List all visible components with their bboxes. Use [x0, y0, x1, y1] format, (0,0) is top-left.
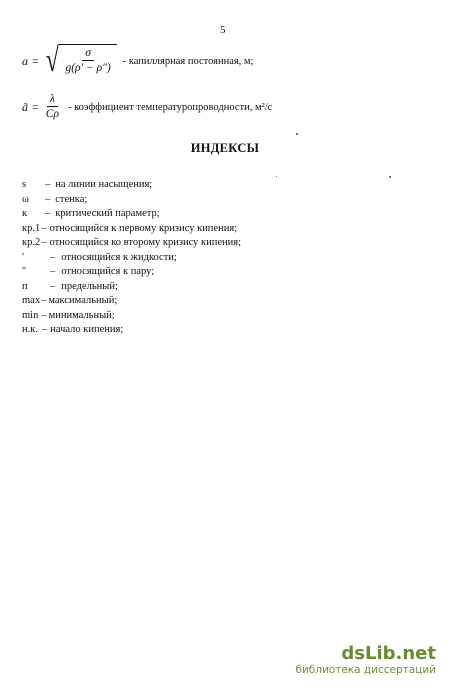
- watermark: [295, 644, 436, 677]
- list-item: [22, 193, 241, 208]
- dash-separator: –: [50, 251, 56, 263]
- equals-sign: =: [32, 99, 39, 114]
- list-item: [22, 265, 241, 280]
- index-description: относящийся ко второму кризису кипения;: [49, 237, 242, 248]
- dash-separator: –: [45, 193, 51, 205]
- watermark-logo: dsLib.net: [341, 643, 436, 664]
- index-symbol: п: [22, 280, 28, 292]
- index-description: предельный;: [61, 280, 118, 292]
- list-item: [22, 222, 241, 237]
- radicand: [59, 44, 116, 78]
- equals-sign: =: [32, 53, 39, 68]
- dash-separator: –: [41, 295, 47, 306]
- index-symbol: к: [22, 208, 28, 219]
- scan-speck: [276, 176, 277, 177]
- formula-lhs: ã: [22, 99, 28, 114]
- list-item: [22, 309, 241, 324]
- list-item: [22, 236, 241, 251]
- fraction-numerator: σ: [82, 47, 94, 61]
- radical-icon: √: [45, 42, 59, 79]
- index-description: стенка;: [55, 193, 88, 205]
- watermark-subtitle: библиотека диссертаций: [295, 664, 436, 676]
- fraction: [43, 93, 62, 121]
- list-item: [22, 251, 241, 266]
- index-description: относящийся к жидкости;: [61, 251, 177, 263]
- index-symbol: ″: [22, 266, 27, 277]
- index-symbol: н.к.: [22, 324, 38, 335]
- index-description: относящийся к первому кризису кипения;: [49, 222, 238, 234]
- list-item: [22, 207, 241, 222]
- formula-thermal-diffusivity: [22, 93, 272, 121]
- dash-separator: –: [41, 324, 48, 335]
- fraction: [62, 47, 113, 75]
- index-description: максимальный;: [48, 295, 118, 306]
- index-description: на линии насыщения;: [55, 179, 153, 190]
- dash-separator: –: [41, 222, 47, 234]
- list-item: [22, 280, 241, 295]
- section-heading: ИНДЕКСЫ: [190, 141, 260, 155]
- dash-separator: –: [50, 280, 56, 292]
- index-symbol: s: [22, 179, 27, 190]
- index-symbol: кр.1: [22, 222, 41, 234]
- scan-speck: [389, 176, 391, 178]
- dash-separator: –: [50, 266, 56, 277]
- formula-capillary-constant: [22, 44, 254, 78]
- index-description: минимальный;: [48, 309, 115, 321]
- page-number: 5: [220, 24, 226, 36]
- fraction-denominator: g(ρ′ − ρ″): [65, 62, 111, 74]
- index-description: начало кипения;: [50, 324, 124, 335]
- formula-description: - коэффициент температуропроводности, м²/с: [67, 101, 273, 113]
- index-symbol: min: [22, 309, 39, 321]
- fraction-denominator: Cρ: [45, 108, 59, 120]
- dash-separator: –: [41, 309, 47, 321]
- dash-separator: –: [45, 179, 51, 190]
- list-item: [22, 178, 241, 193]
- index-list: [22, 178, 241, 338]
- list-item: [22, 294, 241, 309]
- square-root: [43, 44, 117, 78]
- index-description: критический параметр;: [55, 208, 160, 219]
- fraction-numerator: λ: [47, 93, 58, 107]
- dash-separator: –: [41, 237, 47, 248]
- index-symbol: max: [22, 295, 41, 306]
- index-symbol: ω: [22, 193, 29, 205]
- index-description: относящийся к пару;: [61, 266, 155, 277]
- index-symbol: ′: [22, 251, 25, 263]
- formula-description: - капиллярная постоянная, м;: [122, 55, 254, 67]
- dash-separator: –: [45, 208, 51, 219]
- list-item: [22, 323, 241, 338]
- scan-speck: [296, 133, 298, 135]
- formula-lhs: a: [22, 53, 28, 68]
- index-symbol: кр.2: [22, 237, 41, 248]
